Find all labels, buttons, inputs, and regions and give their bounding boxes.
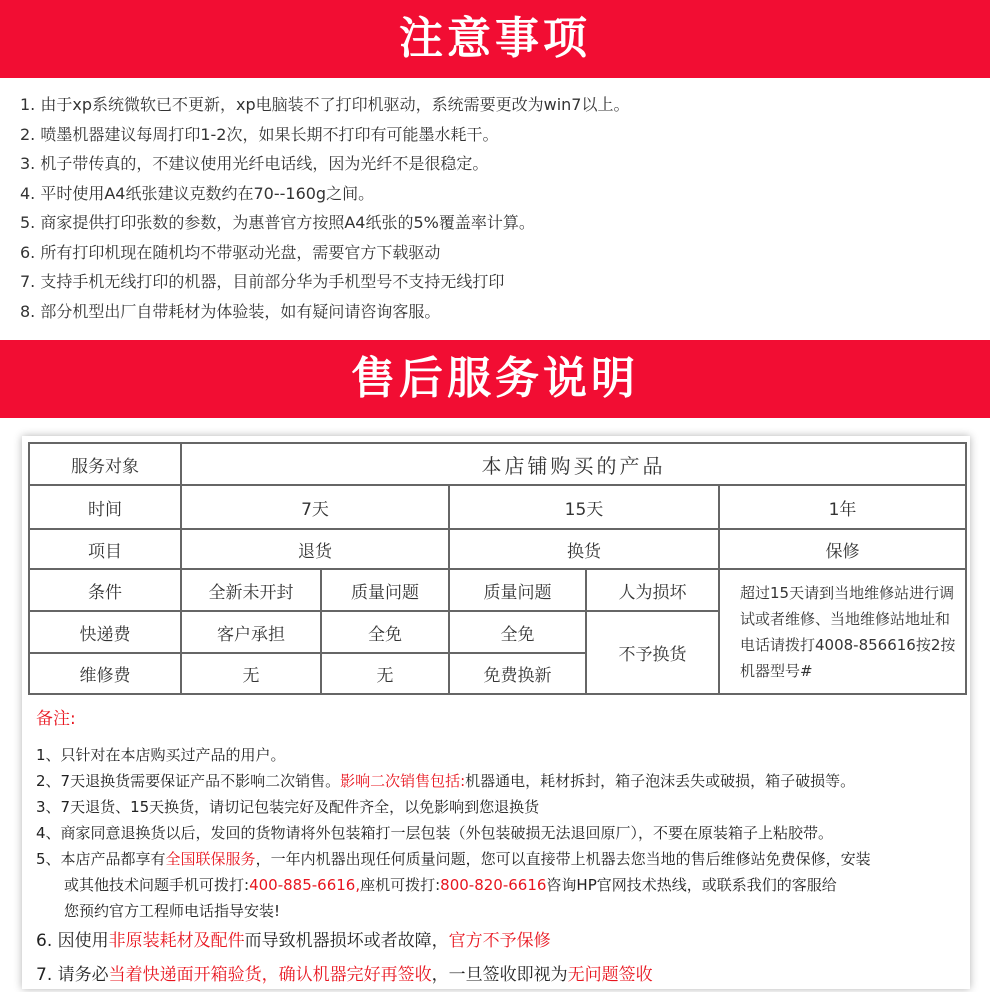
note-item	[36, 958, 871, 992]
note-text: 座机可拨打:	[360, 876, 441, 894]
table-cell: 本店铺购买的产品	[181, 443, 966, 485]
table-cell: 无	[181, 653, 321, 694]
table-cell: 人为损坏	[586, 569, 719, 611]
note-text: 7. 请务必	[36, 965, 109, 985]
list-item: 8. 部分机型出厂自带耗材为体验装，如有疑问请咨询客服。	[20, 301, 441, 321]
table-cell: 维修费	[29, 653, 181, 694]
note-highlight: 官方不予保修	[448, 931, 551, 951]
table-cell: 免费换新	[449, 653, 586, 694]
list-item: 6. 所有打印机现在随机均不带驱动光盘，需要官方下载驱动	[20, 242, 441, 262]
table-cell: 项目	[29, 529, 181, 569]
note-highlight: 影响二次销售包括:	[340, 772, 466, 790]
table-cell: 时间	[29, 485, 181, 529]
note-item: 4、商家同意退换货以后，发回的货物请将外包装箱打一层包装（外包装破损无法退回原厂），不要在原装箱子上粘胶带。	[36, 824, 834, 842]
table-cell: 保修	[719, 529, 966, 569]
list-item: 2. 喷墨机器建议每周打印1-2次，如果长期不打印有可能墨水耗干。	[20, 124, 499, 144]
service-banner: 售后服务说明	[0, 340, 990, 418]
table-cell: 不予换货	[586, 611, 719, 694]
table-cell: 条件	[29, 569, 181, 611]
note-highlight: 当着快递面开箱验货，确认机器完好再签收	[108, 965, 432, 985]
note-text: ，一旦签收即视为	[431, 965, 568, 985]
note-text: ，一年内机器出现任何质量问题，您可以直接带上机器去您当地的售后维修站免费保修，安装	[255, 850, 871, 868]
note-item	[36, 768, 871, 794]
table-cell: 全免	[449, 611, 586, 653]
table-cell: 客户承担	[181, 611, 321, 653]
note-item	[36, 924, 871, 958]
note-text: 而导致机器损坏或者故障，	[244, 931, 449, 951]
list-item: 5. 商家提供打印张数的参数，为惠普官方按照A4纸张的5%覆盖率计算。	[20, 213, 535, 232]
note-text: 5、本店产品都享有	[36, 850, 166, 868]
note-highlight: 全国联保服务	[165, 850, 256, 868]
table-cell: 质量问题	[321, 569, 449, 611]
list-item: 7. 支持手机无线打印的机器，目前部分华为手机型号不支持无线打印	[20, 272, 505, 291]
table-cell: 退货	[181, 529, 449, 569]
note-text: 2、7天退换货需要保证产品不影响二次销售。	[36, 772, 341, 790]
note-highlight: 无问题签收	[567, 965, 653, 985]
note-text: 6. 因使用	[36, 931, 109, 951]
table-cell: 质量问题	[449, 569, 586, 611]
note-item: 您预约官方工程师电话指导安装!	[64, 902, 281, 920]
table-cell: 服务对象	[29, 443, 181, 485]
service-table	[28, 442, 967, 695]
note-highlight: 非原装耗材及配件	[108, 931, 245, 951]
notice-list	[20, 90, 629, 326]
list-item: 3. 机子带传真的，不建议使用光纤电话线，因为光纤不是很稳定。	[20, 154, 489, 173]
table-cell: 15天	[449, 485, 719, 529]
phone-number: 800-820-6616	[440, 876, 547, 894]
list-item: 4. 平时使用A4纸张建议克数约在70--160g之间。	[20, 183, 375, 203]
note-item	[36, 846, 871, 872]
notes-label: 备注:	[36, 709, 76, 729]
note-item: 1、只针对在本店购买过产品的用户。	[36, 746, 286, 764]
note-text: 或其他技术问题手机可拨打:	[64, 876, 250, 894]
note-item	[36, 872, 871, 898]
table-cell: 无	[321, 653, 449, 694]
note-item: 3、7天退货、15天换货，请切记包装完好及配件齐全，以免影响到您退换货	[36, 798, 540, 816]
notice-banner: 注意事项	[0, 0, 990, 78]
table-cell: 全免	[321, 611, 449, 653]
table-cell: 快递费	[29, 611, 181, 653]
note-text: 机器通电，耗材拆封，箱子泡沫丢失或破损，箱子破损等。	[465, 772, 856, 790]
note-text: 咨询HP官网技术热线，或联系我们的客服给	[546, 876, 837, 894]
table-cell: 1年	[719, 485, 966, 529]
table-cell: 7天	[181, 485, 449, 529]
notes-section	[36, 706, 871, 992]
table-cell: 超过15天请到当地维修站进行调试或者维修、当地维修站地址和电话请拨打4008-856616按2按机器型号#	[719, 569, 966, 694]
table-cell: 全新未开封	[181, 569, 321, 611]
list-item: 1. 由于xp系统微软已不更新，xp电脑装不了打印机驱动，系统需要更改为win7以上。	[20, 95, 630, 114]
phone-number: 400-885-6616,	[249, 876, 361, 894]
table-cell: 换货	[449, 529, 719, 569]
